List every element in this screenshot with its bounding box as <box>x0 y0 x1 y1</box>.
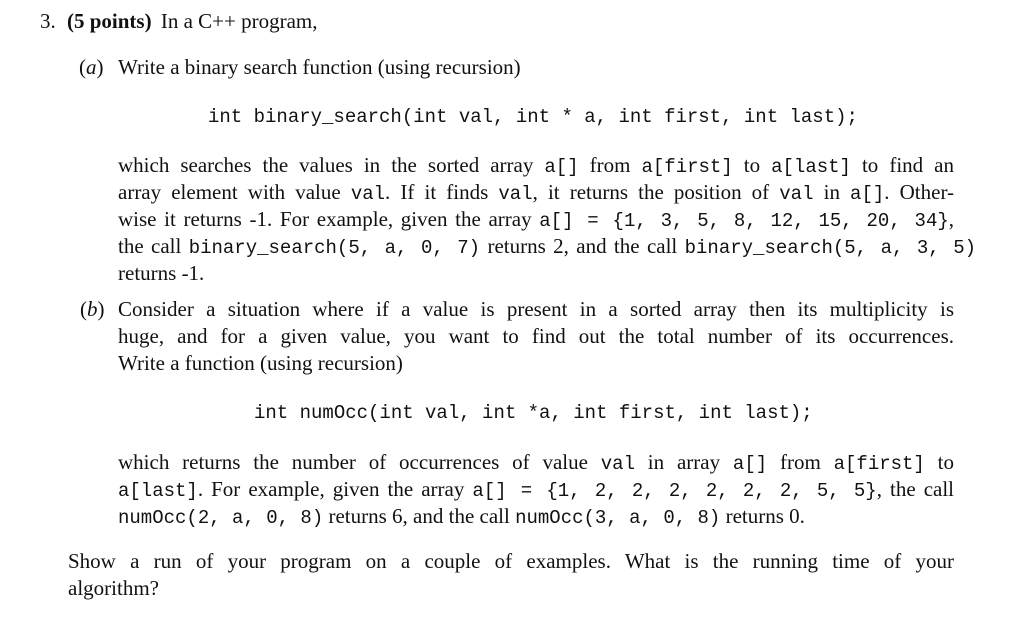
part-a-letter: a <box>86 55 97 79</box>
part-a-heading: Write a binary search function (using recursion) <box>118 55 521 79</box>
part-b-line-1: Consider a situation where if a value is present in a sorted array then its multiplicity is <box>118 297 954 321</box>
num-occ-signature: int numOcc(int val, int *a, int first, int last); <box>254 402 813 424</box>
question-header <box>40 8 318 34</box>
question-points: (5 points) <box>67 9 152 33</box>
part-a-label: (a) <box>79 55 104 79</box>
binary-search-signature: int binary_search(int val, int * a, int first, int last); <box>208 106 858 128</box>
part-b-line-2: huge, and for a given value, you want to find out the total number of its occurrences. <box>118 324 954 348</box>
part-a-paragraph-line-5: returns -1. <box>118 261 205 285</box>
closing-line-2: algorithm? <box>68 576 159 600</box>
part-b-letter: b <box>87 297 98 321</box>
part-a-paragraph-line-2: array element with value val. If it finds val, it returns the position of val in a[]. Other- <box>118 180 955 205</box>
part-a-paragraph-line-3: wise it returns -1. For example, given the array a[] = {1, 3, 5, 8, 12, 15, 20, 34}, <box>118 207 954 232</box>
question-intro: In a C++ program, <box>160 9 318 33</box>
part-b-paragraph-line-1: which returns the number of occurrences of value val in array a[] from a[first] to <box>118 450 954 475</box>
part-b-line-3: Write a function (using recursion) <box>118 351 403 375</box>
part-b-paragraph-line-2: a[last]. For example, given the array a[] = {1, 2, 2, 2, 2, 2, 2, 5, 5}, the call <box>118 477 955 502</box>
part-a-paragraph-line-1: which searches the values in the sorted array a[] from a[first] to a[last] to find an <box>118 153 954 178</box>
question-number: 3. <box>40 9 56 33</box>
closing-line-1: Show a run of your program on a couple of examples. What is the running time of your <box>68 549 954 573</box>
part-b-label: (b) <box>80 297 105 321</box>
part-a-paragraph-line-4: the call binary_search(5, a, 0, 7) returns 2, and the call binary_search(5, a, 3, 5) <box>118 234 977 259</box>
part-b-paragraph-line-3: numOcc(2, a, 0, 8) returns 6, and the call numOcc(3, a, 0, 8) returns 0. <box>118 504 805 529</box>
